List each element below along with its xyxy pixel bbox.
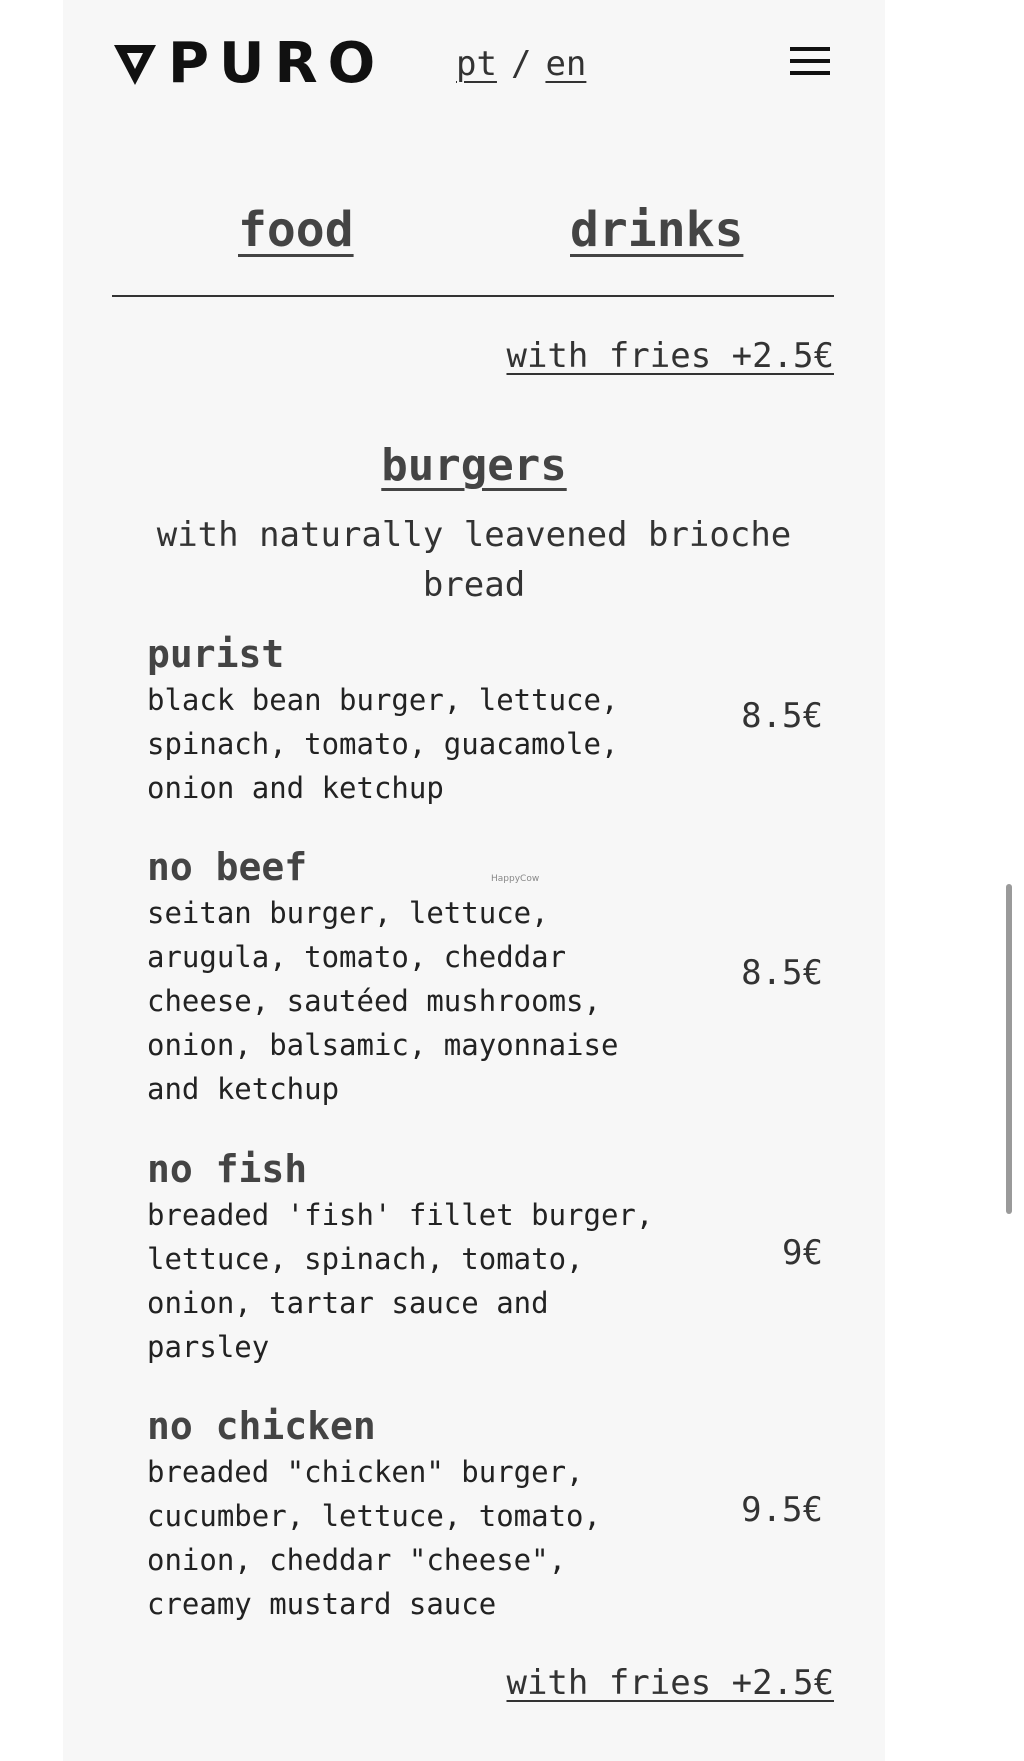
menu-item-no-chicken <box>147 1402 823 1626</box>
brand-name: PURO <box>168 31 386 96</box>
item-price: 9.5€ <box>741 1490 823 1530</box>
item-price: 8.5€ <box>741 696 823 736</box>
item-name: purist <box>147 632 285 676</box>
menu-bar <box>790 71 830 75</box>
tabs-divider <box>112 295 834 297</box>
item-name: no fish <box>147 1147 308 1191</box>
item-description: breaded "chicken" burger, cucumber, lettuce, tomato, onion, cheddar "cheese", creamy mustard sauce <box>147 1455 601 1621</box>
item-description: black bean burger, lettuce, spinach, tomato, guacamole, onion and ketchup <box>147 683 619 805</box>
section-title[interactable]: burgers <box>381 440 567 491</box>
watermark: HappyCow <box>491 874 540 884</box>
item-price: 8.5€ <box>741 953 823 993</box>
language-switcher <box>456 40 586 88</box>
triangle-logo-icon <box>112 41 158 87</box>
item-name: no chicken <box>147 1404 376 1448</box>
menu-bar <box>790 47 830 51</box>
item-price: 9€ <box>782 1233 823 1273</box>
scrollbar-thumb[interactable] <box>1006 884 1012 1214</box>
item-description: seitan burger, lettuce, arugula, tomato, cheddar cheese, sautéed mushrooms, onion, balsamic, mayonnaise and ketchup <box>147 896 619 1106</box>
menu-item-purist <box>147 630 823 810</box>
item-description: breaded 'fish' fillet burger, lettuce, spinach, tomato, onion, tartar sauce and parsley <box>147 1198 654 1364</box>
item-name: no beef <box>147 845 308 889</box>
fries-note-top[interactable]: with fries +2.5€ <box>506 336 834 376</box>
lang-en-link[interactable]: en <box>545 44 587 84</box>
menu-item-no-fish <box>147 1145 823 1369</box>
tab-drinks[interactable]: drinks <box>570 202 744 258</box>
menu-bar <box>790 59 830 63</box>
lang-pt-link[interactable]: pt <box>456 44 497 84</box>
section-subtitle: with naturally leavened brioche bread <box>156 515 792 605</box>
brand-logo[interactable] <box>112 32 385 96</box>
lang-separator: / <box>510 44 532 84</box>
tab-food[interactable]: food <box>238 202 354 258</box>
fries-note-bottom[interactable]: with fries +2.5€ <box>506 1663 834 1703</box>
menu-item-no-beef <box>147 843 823 1111</box>
hamburger-menu-icon[interactable] <box>790 47 832 77</box>
menu-page <box>63 0 885 1761</box>
